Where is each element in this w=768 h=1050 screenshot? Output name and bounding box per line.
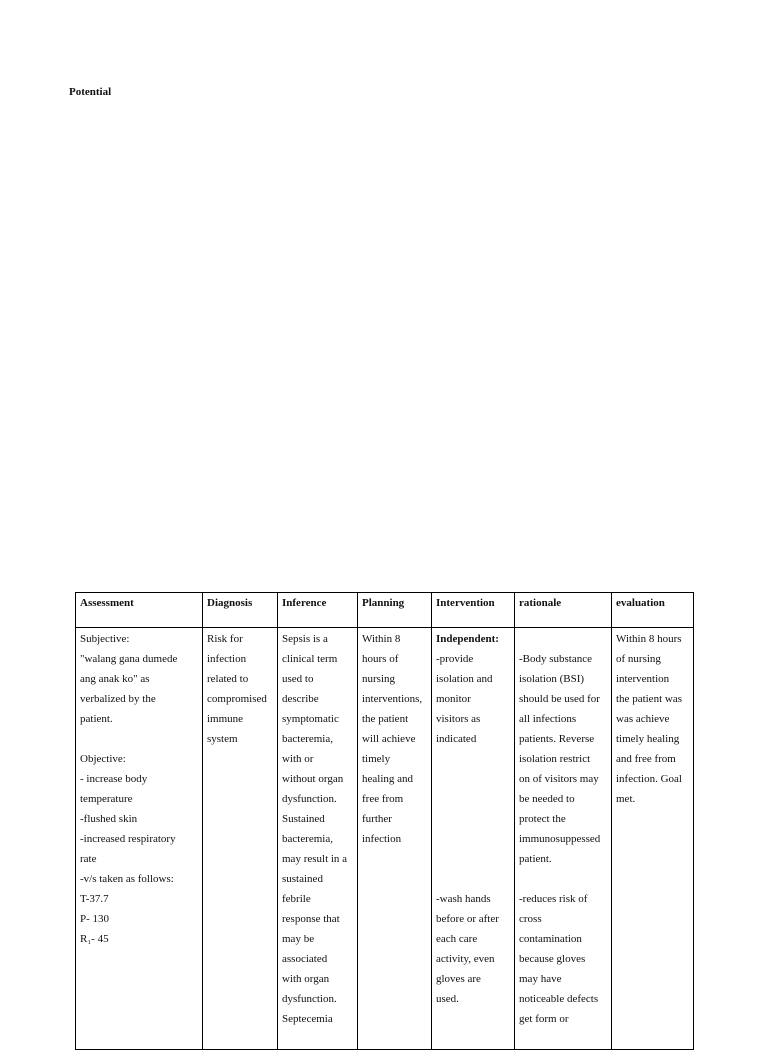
header-planning: Planning: [358, 593, 432, 628]
cell-line: isolation and: [436, 673, 493, 685]
cell-line: visitors as: [436, 713, 481, 725]
cell-line: was achieve: [616, 713, 670, 725]
cell-line: healing and: [362, 773, 414, 785]
cell-line: noticeable defects: [519, 993, 599, 1005]
cell-line: ang anak ko" as: [80, 673, 150, 685]
cell-line: further: [362, 813, 392, 825]
cell-line: Septecemia: [282, 1013, 333, 1025]
cell-line: bacteremia,: [282, 733, 333, 745]
cell-line: Risk for: [207, 633, 243, 645]
header-intervention: Intervention: [432, 593, 515, 628]
cell-line: P- 130: [80, 913, 110, 925]
cell-line: -Body substance: [519, 653, 593, 665]
cell-line: may result in a: [282, 853, 348, 865]
cell-line: - increase body: [80, 773, 148, 785]
cell-line: [436, 789, 510, 809]
cell-line: of nursing: [616, 653, 661, 665]
cell-line: febrile: [282, 893, 311, 905]
cell-line: protect the: [519, 813, 566, 825]
cell-line: should be used for: [519, 693, 600, 705]
cell-line: all infections: [519, 713, 577, 725]
cell-evaluation: [612, 628, 694, 1050]
cell-line: monitor: [436, 693, 471, 705]
cell-line: response that: [282, 913, 340, 925]
cell-line: before or after: [436, 913, 499, 925]
cell-line: nursing: [362, 673, 395, 685]
cell-line: indicated: [436, 733, 477, 745]
cell-line: associated: [282, 953, 328, 965]
cell-line: cross: [519, 913, 542, 925]
cell-line: met.: [616, 793, 636, 805]
cell-line: -increased respiratory: [80, 833, 176, 845]
cell-line: patients. Reverse: [519, 733, 595, 745]
cell-line: the patient was: [616, 693, 682, 705]
cell-line: -wash hands: [436, 893, 491, 905]
nursing-care-plan-table: [75, 592, 694, 1050]
cell-line: [436, 749, 510, 769]
cell-line: -flushed skin: [80, 813, 138, 825]
cell-line: timely healing: [616, 733, 680, 745]
cell-line: Objective:: [80, 753, 126, 765]
cell-line: and free from: [616, 753, 676, 765]
cell-line: the patient: [362, 713, 409, 725]
cell-line: symptomatic: [282, 713, 339, 725]
cell-line: [519, 869, 607, 889]
cell-line: dysfunction.: [282, 793, 337, 805]
cell-line: isolation (BSI): [519, 673, 585, 685]
cell-line: clinical term: [282, 653, 338, 665]
cell-line: used.: [436, 993, 459, 1005]
cell-line: with organ: [282, 973, 330, 985]
cell-planning: [358, 628, 432, 1050]
cell-line: isolation restrict: [519, 753, 591, 765]
cell-line: [519, 629, 607, 649]
cell-line: because gloves: [519, 953, 586, 965]
cell-inference: [278, 628, 358, 1050]
cell-line: -reduces risk of: [519, 893, 588, 905]
cell-line: T-37.7: [80, 893, 109, 905]
cell-line: contamination: [519, 933, 582, 945]
cell-rationale: [515, 628, 612, 1050]
cell-line: patient.: [80, 713, 113, 725]
cell-line: bacteremia,: [282, 833, 333, 845]
cell-line: be needed to: [519, 793, 575, 805]
cell-line: sustained: [282, 873, 323, 885]
cell-line: used to: [282, 673, 314, 685]
header-assessment: Assessment: [76, 593, 203, 628]
header-evaluation: evaluation: [612, 593, 694, 628]
cell-line: [436, 769, 510, 789]
header-inference: Inference: [278, 593, 358, 628]
cell-line: free from: [362, 793, 404, 805]
cell-line: dysfunction.: [282, 993, 337, 1005]
header-rationale: rationale: [515, 593, 612, 628]
cell-line: patient.: [519, 853, 552, 865]
table-header-row: [76, 593, 694, 628]
cell-line: Sustained: [282, 813, 325, 825]
cell-line: will achieve: [362, 733, 416, 745]
cell-line: [436, 869, 510, 889]
cell-line: get form or: [519, 1013, 569, 1025]
cell-line: -provide: [436, 653, 474, 665]
cell-line: rate: [80, 853, 97, 865]
cell-line: R₁- 45: [80, 933, 109, 945]
cell-line: Within 8: [362, 633, 401, 645]
cell-line: infection. Goal: [616, 773, 682, 785]
cell-line: each care: [436, 933, 478, 945]
cell-line: "walang gana dumede: [80, 653, 178, 665]
cell-line: [436, 849, 510, 869]
cell-line: interventions,: [362, 693, 423, 705]
cell-line: hours of: [362, 653, 399, 665]
cell-line: may have: [519, 973, 562, 985]
cell-line: temperature: [80, 793, 133, 805]
cell-line: related to: [207, 673, 249, 685]
header-diagnosis: Diagnosis: [203, 593, 278, 628]
cell-line: Subjective:: [80, 633, 130, 645]
page-heading: Potential: [69, 86, 112, 98]
cell-line: may be: [282, 933, 315, 945]
cell-line: [436, 809, 510, 829]
cell-line: compromised: [207, 693, 267, 705]
cell-line: verbalized by the: [80, 693, 156, 705]
cell-line: Independent:: [436, 633, 499, 645]
cell-line: on of visitors may: [519, 773, 599, 785]
cell-line: [436, 829, 510, 849]
cell-line: infection: [362, 833, 402, 845]
cell-line: without organ: [282, 773, 344, 785]
cell-line: infection: [207, 653, 247, 665]
cell-line: timely: [362, 753, 391, 765]
cell-line: intervention: [616, 673, 670, 685]
cell-line: -v/s taken as follows:: [80, 873, 174, 885]
cell-line: Sepsis is a: [282, 633, 328, 645]
cell-line: [80, 729, 198, 749]
cell-line: immune: [207, 713, 244, 725]
cell-line: immunosuppessed: [519, 833, 601, 845]
cell-intervention: [432, 628, 515, 1050]
table-row: [76, 628, 694, 1050]
cell-line: describe: [282, 693, 319, 705]
cell-assessment: [76, 628, 203, 1050]
cell-line: activity, even: [436, 953, 495, 965]
cell-line: system: [207, 733, 238, 745]
cell-line: with or: [282, 753, 314, 765]
cell-line: Within 8 hours: [616, 633, 682, 645]
cell-line: gloves are: [436, 973, 481, 985]
cell-diagnosis: [203, 628, 278, 1050]
